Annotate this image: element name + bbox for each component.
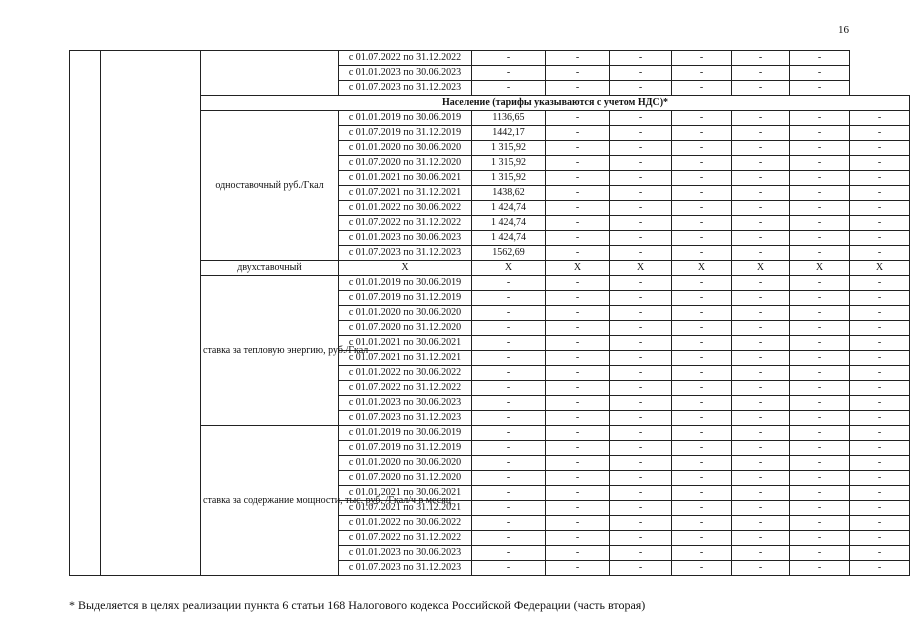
empty-value-cell: - <box>790 381 850 396</box>
empty-value-cell: - <box>672 471 732 486</box>
empty-value-cell: - <box>472 471 546 486</box>
empty-value-cell: - <box>672 546 732 561</box>
empty-value-cell: - <box>790 66 850 81</box>
empty-value-cell: - <box>672 381 732 396</box>
empty-value-cell: - <box>850 321 910 336</box>
empty-value-cell: - <box>672 456 732 471</box>
empty-value-cell: - <box>790 201 850 216</box>
tariff-value-cell: 1438,62 <box>472 186 546 201</box>
tariff-value-cell: 1 424,74 <box>472 231 546 246</box>
empty-value-cell: - <box>732 561 790 576</box>
empty-value-cell: - <box>790 141 850 156</box>
tariff-type-cell <box>201 51 339 96</box>
empty-value-cell: - <box>472 306 546 321</box>
not-applicable-cell: Х <box>472 261 546 276</box>
empty-value-cell: - <box>850 186 910 201</box>
empty-value-cell: - <box>672 306 732 321</box>
empty-value-cell: - <box>472 561 546 576</box>
empty-value-cell: - <box>672 516 732 531</box>
period-cell: с 01.01.2019 по 30.06.2019 <box>339 426 472 441</box>
empty-value-cell: - <box>610 156 672 171</box>
empty-value-cell: - <box>850 471 910 486</box>
empty-value-cell: - <box>850 561 910 576</box>
empty-value-cell: - <box>732 471 790 486</box>
page-number: 16 <box>838 24 849 36</box>
empty-value-cell: - <box>850 171 910 186</box>
empty-value-cell: - <box>672 66 732 81</box>
tariff-type-heat-rate: ставка за тепловую энергию, руб./Гкал <box>201 276 339 426</box>
empty-value-cell: - <box>610 366 672 381</box>
not-applicable-cell: Х <box>732 261 790 276</box>
empty-value-cell: - <box>790 246 850 261</box>
empty-value-cell: - <box>672 171 732 186</box>
empty-value-cell: - <box>546 546 610 561</box>
period-cell: с 01.01.2023 по 30.06.2023 <box>339 546 472 561</box>
empty-value-cell: - <box>610 306 672 321</box>
empty-value-cell: - <box>610 126 672 141</box>
period-cell: с 01.07.2021 по 31.12.2021 <box>339 351 472 366</box>
empty-value-cell: - <box>732 171 790 186</box>
empty-value-cell: - <box>732 51 790 66</box>
empty-value-cell: - <box>850 111 910 126</box>
empty-value-cell: - <box>850 501 910 516</box>
empty-value-cell: - <box>546 441 610 456</box>
empty-value-cell: - <box>610 51 672 66</box>
empty-value-cell: - <box>672 291 732 306</box>
period-cell: с 01.01.2020 по 30.06.2020 <box>339 456 472 471</box>
not-applicable-cell: Х <box>672 261 732 276</box>
empty-value-cell: - <box>732 81 790 96</box>
empty-value-cell: - <box>472 456 546 471</box>
tariff-table-body <box>70 51 910 576</box>
empty-value-cell: - <box>672 501 732 516</box>
empty-value-cell: - <box>610 66 672 81</box>
empty-value-cell: - <box>546 336 610 351</box>
empty-value-cell: - <box>546 171 610 186</box>
empty-value-cell: - <box>546 276 610 291</box>
empty-value-cell: - <box>790 546 850 561</box>
empty-value-cell: - <box>610 111 672 126</box>
empty-value-cell: - <box>790 411 850 426</box>
period-cell: с 01.01.2019 по 30.06.2019 <box>339 111 472 126</box>
empty-value-cell: - <box>546 381 610 396</box>
empty-value-cell: - <box>546 486 610 501</box>
empty-value-cell: - <box>472 546 546 561</box>
empty-value-cell: - <box>546 81 610 96</box>
empty-value-cell: - <box>850 336 910 351</box>
period-cell: с 01.07.2022 по 31.12.2022 <box>339 531 472 546</box>
empty-value-cell: - <box>610 246 672 261</box>
empty-value-cell: - <box>610 516 672 531</box>
empty-value-cell: - <box>672 51 732 66</box>
tariff-value-cell: 1562,69 <box>472 246 546 261</box>
empty-value-cell: - <box>850 231 910 246</box>
not-applicable-cell: Х <box>610 261 672 276</box>
empty-value-cell: - <box>672 231 732 246</box>
empty-value-cell: - <box>610 546 672 561</box>
empty-value-cell: - <box>790 81 850 96</box>
not-applicable-cell: Х <box>850 261 910 276</box>
tariff-value-cell: 1 315,92 <box>472 141 546 156</box>
empty-value-cell: - <box>790 51 850 66</box>
empty-value-cell: - <box>732 516 790 531</box>
period-cell: с 01.07.2022 по 31.12.2022 <box>339 216 472 231</box>
empty-value-cell: - <box>672 126 732 141</box>
empty-value-cell: - <box>790 516 850 531</box>
empty-value-cell: - <box>472 381 546 396</box>
empty-value-cell: - <box>790 336 850 351</box>
empty-value-cell: - <box>850 426 910 441</box>
empty-value-cell: - <box>732 336 790 351</box>
empty-value-cell: - <box>850 216 910 231</box>
empty-value-cell: - <box>472 336 546 351</box>
period-cell: с 01.07.2019 по 31.12.2019 <box>339 441 472 456</box>
empty-value-cell: - <box>472 411 546 426</box>
empty-value-cell: - <box>610 531 672 546</box>
period-cell: с 01.07.2019 по 31.12.2019 <box>339 126 472 141</box>
empty-value-cell: - <box>732 306 790 321</box>
empty-value-cell: - <box>790 396 850 411</box>
empty-value-cell: - <box>546 111 610 126</box>
empty-value-cell: - <box>672 426 732 441</box>
empty-value-cell: - <box>850 516 910 531</box>
empty-value-cell: - <box>732 186 790 201</box>
empty-value-cell: - <box>546 66 610 81</box>
empty-value-cell: - <box>790 441 850 456</box>
empty-value-cell: - <box>732 321 790 336</box>
empty-value-cell: - <box>790 111 850 126</box>
empty-value-cell: - <box>610 471 672 486</box>
tariff-type-two-rate: двухставочный <box>201 261 339 276</box>
empty-value-cell: - <box>732 501 790 516</box>
empty-value-cell: - <box>472 531 546 546</box>
empty-value-cell: - <box>850 156 910 171</box>
empty-value-cell: - <box>790 501 850 516</box>
empty-value-cell: - <box>472 486 546 501</box>
empty-value-cell: - <box>672 441 732 456</box>
empty-value-cell: - <box>732 246 790 261</box>
tariff-value-cell: 1 315,92 <box>472 171 546 186</box>
empty-value-cell: - <box>850 126 910 141</box>
empty-value-cell: - <box>610 501 672 516</box>
empty-value-cell: - <box>610 486 672 501</box>
period-cell: с 01.01.2023 по 30.06.2023 <box>339 231 472 246</box>
empty-value-cell: - <box>546 426 610 441</box>
empty-value-cell: - <box>732 531 790 546</box>
empty-value-cell: - <box>546 411 610 426</box>
empty-value-cell: - <box>546 216 610 231</box>
empty-value-cell: - <box>732 201 790 216</box>
period-cell: с 01.01.2021 по 30.06.2021 <box>339 486 472 501</box>
indicator-cell <box>101 51 201 576</box>
empty-value-cell: - <box>732 411 790 426</box>
empty-value-cell: - <box>672 336 732 351</box>
empty-value-cell: - <box>672 216 732 231</box>
period-cell: с 01.01.2021 по 30.06.2021 <box>339 171 472 186</box>
empty-value-cell: - <box>672 186 732 201</box>
empty-value-cell: - <box>790 426 850 441</box>
empty-value-cell: - <box>732 291 790 306</box>
empty-value-cell: - <box>546 231 610 246</box>
empty-value-cell: - <box>672 396 732 411</box>
empty-value-cell: - <box>732 351 790 366</box>
period-cell: с 01.01.2023 по 30.06.2023 <box>339 396 472 411</box>
empty-value-cell: - <box>610 81 672 96</box>
period-cell: с 01.07.2021 по 31.12.2021 <box>339 501 472 516</box>
empty-value-cell: - <box>546 156 610 171</box>
empty-value-cell: - <box>546 51 610 66</box>
empty-value-cell: - <box>850 441 910 456</box>
not-applicable-cell: Х <box>546 261 610 276</box>
empty-value-cell: - <box>732 111 790 126</box>
empty-value-cell: - <box>732 486 790 501</box>
empty-value-cell: - <box>610 186 672 201</box>
empty-value-cell: - <box>790 351 850 366</box>
empty-value-cell: - <box>546 126 610 141</box>
tariff-type-single-rate: одноставочный руб./Гкал <box>201 111 339 261</box>
empty-value-cell: - <box>610 426 672 441</box>
empty-value-cell: - <box>790 321 850 336</box>
empty-value-cell: - <box>546 186 610 201</box>
empty-value-cell: - <box>790 486 850 501</box>
empty-value-cell: - <box>472 276 546 291</box>
empty-value-cell: - <box>546 366 610 381</box>
empty-value-cell: - <box>610 291 672 306</box>
period-cell: с 01.07.2022 по 31.12.2022 <box>339 51 472 66</box>
tariff-value-cell: 1136,65 <box>472 111 546 126</box>
empty-value-cell: - <box>790 531 850 546</box>
empty-value-cell: - <box>732 456 790 471</box>
empty-value-cell: - <box>672 351 732 366</box>
empty-value-cell: - <box>672 321 732 336</box>
empty-value-cell: - <box>472 441 546 456</box>
empty-value-cell: - <box>790 561 850 576</box>
empty-value-cell: - <box>610 441 672 456</box>
empty-value-cell: - <box>850 456 910 471</box>
empty-value-cell: - <box>732 381 790 396</box>
empty-value-cell: - <box>850 366 910 381</box>
empty-value-cell: - <box>732 276 790 291</box>
period-cell: с 01.01.2022 по 30.06.2022 <box>339 366 472 381</box>
empty-value-cell: - <box>672 276 732 291</box>
empty-value-cell: - <box>672 111 732 126</box>
empty-value-cell: - <box>790 276 850 291</box>
empty-value-cell: - <box>672 141 732 156</box>
empty-value-cell: - <box>672 486 732 501</box>
empty-value-cell: - <box>610 336 672 351</box>
empty-value-cell: - <box>546 471 610 486</box>
empty-value-cell: - <box>850 546 910 561</box>
period-cell: с 01.01.2021 по 30.06.2021 <box>339 336 472 351</box>
empty-value-cell: - <box>790 366 850 381</box>
empty-value-cell: - <box>790 156 850 171</box>
empty-value-cell: - <box>790 231 850 246</box>
empty-value-cell: - <box>672 531 732 546</box>
empty-value-cell: - <box>672 156 732 171</box>
period-cell: с 01.07.2021 по 31.12.2021 <box>339 186 472 201</box>
empty-value-cell: - <box>472 501 546 516</box>
table-row <box>70 51 910 66</box>
empty-value-cell: - <box>790 291 850 306</box>
empty-value-cell: - <box>546 561 610 576</box>
empty-value-cell: - <box>610 141 672 156</box>
tariff-value-cell: 1 315,92 <box>472 156 546 171</box>
period-cell: с 01.07.2020 по 31.12.2020 <box>339 156 472 171</box>
empty-value-cell: - <box>732 141 790 156</box>
empty-value-cell: - <box>732 156 790 171</box>
empty-value-cell: - <box>850 351 910 366</box>
empty-value-cell: - <box>732 546 790 561</box>
empty-value-cell: - <box>546 246 610 261</box>
empty-value-cell: - <box>850 486 910 501</box>
empty-value-cell: - <box>850 381 910 396</box>
empty-value-cell: - <box>790 186 850 201</box>
empty-value-cell: - <box>472 66 546 81</box>
period-cell: с 01.01.2020 по 30.06.2020 <box>339 141 472 156</box>
period-cell: с 01.07.2022 по 31.12.2022 <box>339 381 472 396</box>
section-title: Население (тарифы указываются с учетом НДС)* <box>201 96 910 111</box>
empty-value-cell: - <box>732 231 790 246</box>
empty-value-cell: - <box>850 306 910 321</box>
empty-value-cell: - <box>790 171 850 186</box>
period-cell: с 01.07.2023 по 31.12.2023 <box>339 246 472 261</box>
empty-value-cell: - <box>732 66 790 81</box>
empty-value-cell: - <box>850 276 910 291</box>
empty-value-cell: - <box>472 516 546 531</box>
empty-value-cell: - <box>672 246 732 261</box>
empty-value-cell: - <box>672 81 732 96</box>
empty-value-cell: - <box>850 411 910 426</box>
empty-value-cell: - <box>610 411 672 426</box>
empty-value-cell: - <box>850 396 910 411</box>
row-number-cell <box>70 51 101 576</box>
empty-value-cell: - <box>472 396 546 411</box>
empty-value-cell: - <box>546 456 610 471</box>
empty-value-cell: - <box>672 366 732 381</box>
empty-value-cell: - <box>790 126 850 141</box>
empty-value-cell: - <box>472 51 546 66</box>
tariff-value-cell: 1442,17 <box>472 126 546 141</box>
empty-value-cell: - <box>850 246 910 261</box>
period-cell: с 01.07.2023 по 31.12.2023 <box>339 561 472 576</box>
empty-value-cell: - <box>850 201 910 216</box>
empty-value-cell: - <box>672 201 732 216</box>
empty-value-cell: - <box>850 141 910 156</box>
empty-value-cell: - <box>546 291 610 306</box>
empty-value-cell: - <box>610 561 672 576</box>
empty-value-cell: - <box>732 216 790 231</box>
period-cell: с 01.01.2022 по 30.06.2022 <box>339 516 472 531</box>
empty-value-cell: - <box>472 351 546 366</box>
tariff-type-capacity-rate: ставка за содержание мощности, тыс. руб. /Гкал/ч в месяц <box>201 426 339 576</box>
period-cell: с 01.01.2019 по 30.06.2019 <box>339 276 472 291</box>
empty-value-cell: - <box>732 396 790 411</box>
empty-value-cell: - <box>672 411 732 426</box>
empty-value-cell: - <box>790 306 850 321</box>
empty-value-cell: - <box>732 441 790 456</box>
empty-value-cell: - <box>546 351 610 366</box>
empty-value-cell: - <box>732 366 790 381</box>
empty-value-cell: - <box>610 276 672 291</box>
empty-value-cell: - <box>546 306 610 321</box>
footnote: * Выделяется в целях реализации пункта 6 статьи 168 Налогового кодекса Российской Федерации (часть вторая) <box>69 598 646 612</box>
not-applicable-cell: Х <box>790 261 850 276</box>
not-applicable-cell: Х <box>339 261 472 276</box>
empty-value-cell: - <box>472 426 546 441</box>
period-cell: с 01.07.2020 по 31.12.2020 <box>339 321 472 336</box>
empty-value-cell: - <box>472 291 546 306</box>
period-cell: с 01.07.2023 по 31.12.2023 <box>339 81 472 96</box>
empty-value-cell: - <box>610 381 672 396</box>
period-cell: с 01.07.2023 по 31.12.2023 <box>339 411 472 426</box>
tariff-value-cell: 1 424,74 <box>472 216 546 231</box>
empty-value-cell: - <box>610 216 672 231</box>
empty-value-cell: - <box>546 201 610 216</box>
period-cell: с 01.01.2020 по 30.06.2020 <box>339 306 472 321</box>
empty-value-cell: - <box>472 366 546 381</box>
empty-value-cell: - <box>546 141 610 156</box>
empty-value-cell: - <box>610 321 672 336</box>
empty-value-cell: - <box>672 561 732 576</box>
period-cell: с 01.07.2020 по 31.12.2020 <box>339 471 472 486</box>
empty-value-cell: - <box>546 321 610 336</box>
empty-value-cell: - <box>546 516 610 531</box>
period-cell: с 01.01.2022 по 30.06.2022 <box>339 201 472 216</box>
empty-value-cell: - <box>610 201 672 216</box>
empty-value-cell: - <box>850 291 910 306</box>
empty-value-cell: - <box>546 501 610 516</box>
empty-value-cell: - <box>472 81 546 96</box>
empty-value-cell: - <box>472 321 546 336</box>
empty-value-cell: - <box>610 351 672 366</box>
empty-value-cell: - <box>546 396 610 411</box>
tariff-table <box>69 50 910 576</box>
empty-value-cell: - <box>546 531 610 546</box>
empty-value-cell: - <box>732 426 790 441</box>
empty-value-cell: - <box>610 396 672 411</box>
empty-value-cell: - <box>610 171 672 186</box>
empty-value-cell: - <box>850 531 910 546</box>
empty-value-cell: - <box>610 456 672 471</box>
empty-value-cell: - <box>732 126 790 141</box>
empty-value-cell: - <box>610 231 672 246</box>
period-cell: с 01.01.2023 по 30.06.2023 <box>339 66 472 81</box>
tariff-value-cell: 1 424,74 <box>472 201 546 216</box>
empty-value-cell: - <box>790 471 850 486</box>
empty-value-cell: - <box>790 456 850 471</box>
empty-value-cell: - <box>790 216 850 231</box>
period-cell: с 01.07.2019 по 31.12.2019 <box>339 291 472 306</box>
